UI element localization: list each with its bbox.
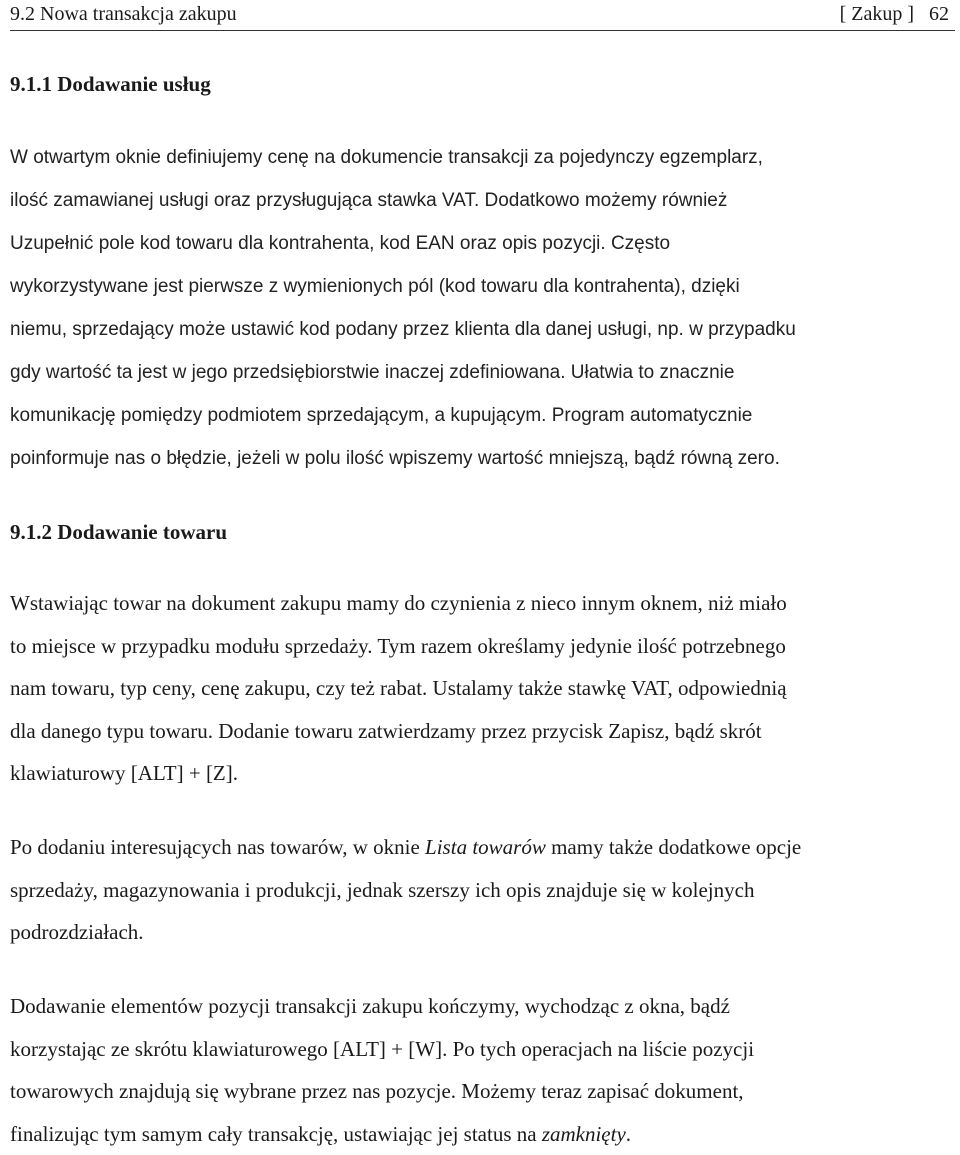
paragraph-uslugi	[10, 136, 952, 480]
paragraph-line: Wstawiając towar na dokument zakupu mamy do czynienia z nieco innym oknem, niż miało	[10, 582, 952, 625]
text-run: .	[626, 1122, 631, 1146]
paragraph-towar	[10, 582, 952, 795]
paragraph-line: towarowych znajdują się wybrane przez nas pozycje. Możemy teraz zapisać dokument,	[10, 1070, 952, 1113]
status-emphasis: zamknięty	[542, 1122, 626, 1146]
paragraph-line: to miejsce w przypadku modułu sprzedaży. Tym razem określamy jedynie ilość potrzebnego	[10, 625, 952, 668]
paragraph-line: ilość zamawianej usługi oraz przysługująca stawka VAT. Dodatkowo możemy również	[10, 179, 952, 222]
paragraph-line: podrozdziałach.	[10, 911, 952, 954]
paragraph-konczenie	[10, 985, 952, 1155]
section-heading-dodawanie-towaru: 9.1.2 Dodawanie towaru	[10, 518, 227, 546]
paragraph-line: Dodawanie elementów pozycji transakcji zakupu kończymy, wychodząc z okna, bądź	[10, 985, 952, 1028]
page-header	[10, 0, 955, 31]
paragraph-line: korzystając ze skrótu klawiaturowego [ALT] + [W]. Po tych operacjach na liście pozycji	[10, 1028, 952, 1071]
paragraph-line	[10, 826, 952, 869]
section-heading-dodawanie-uslug: 9.1.1 Dodawanie usług	[10, 70, 211, 98]
paragraph-line: niemu, sprzedający może ustawić kod podany przez klienta dla danej usługi, np. w przypadku	[10, 308, 952, 351]
window-name-emphasis: Lista towarów	[425, 835, 546, 859]
text-run: finalizując tym samym cały transakcję, ustawiając jej status na	[10, 1122, 542, 1146]
paragraph-line: dla danego typu towaru. Dodanie towaru zatwierdzamy przez przycisk Zapisz, bądź skrót	[10, 710, 952, 753]
paragraph-line: poinformuje nas o błędzie, jeżeli w polu ilość wpiszemy wartość mniejszą, bądź równą zero.	[10, 437, 952, 480]
page-number: 62	[929, 3, 949, 25]
text-run: Po dodaniu interesujących nas towarów, w oknie	[10, 835, 425, 859]
paragraph-lista-towarow	[10, 826, 952, 954]
header-tag: [ Zakup ]	[840, 3, 914, 25]
text-run: mamy także dodatkowe opcje	[546, 835, 801, 859]
paragraph-line: Uzupełnić pole kod towaru dla kontrahenta, kod EAN oraz opis pozycji. Często	[10, 222, 952, 265]
paragraph-line: sprzedaży, magazynowania i produkcji, jednak szerszy ich opis znajduje się w kolejnych	[10, 869, 952, 912]
paragraph-line: klawiaturowy [ALT] + [Z].	[10, 752, 952, 795]
paragraph-line: W otwartym oknie definiujemy cenę na dokumencie transakcji za pojedynczy egzemplarz,	[10, 136, 952, 179]
header-section-title: 9.2 Nowa transakcja zakupu	[10, 0, 237, 28]
paragraph-line: nam towaru, typ ceny, cenę zakupu, czy też rabat. Ustalamy także stawkę VAT, odpowiednią	[10, 667, 952, 710]
paragraph-line: wykorzystywane jest pierwsze z wymienionych pól (kod towaru dla kontrahenta), dzięki	[10, 265, 952, 308]
header-meta	[840, 0, 949, 28]
paragraph-line	[10, 1113, 952, 1155]
paragraph-line: komunikację pomiędzy podmiotem sprzedającym, a kupującym. Program automatycznie	[10, 394, 952, 437]
paragraph-line: gdy wartość ta jest w jego przedsiębiorstwie inaczej zdefiniowana. Ułatwia to znacznie	[10, 351, 952, 394]
